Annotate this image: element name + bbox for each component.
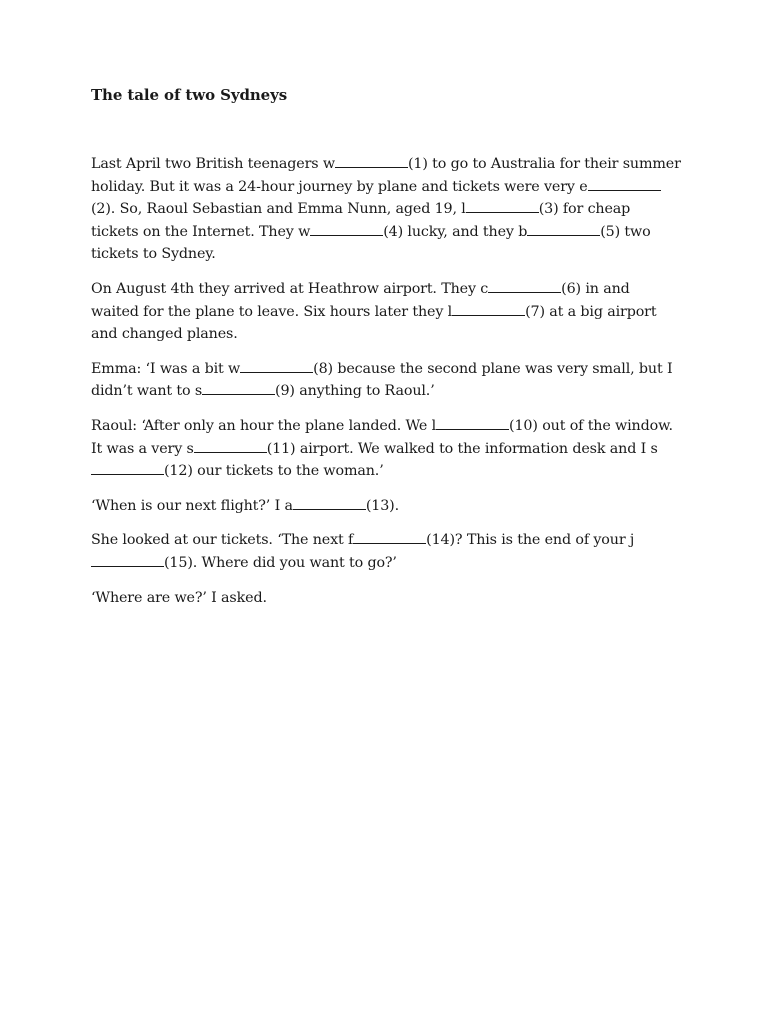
answer-blank[interactable] (91, 553, 164, 567)
story-paragraph (91, 495, 681, 518)
answer-blank[interactable] (353, 530, 426, 544)
answer-blank[interactable] (293, 496, 366, 510)
paragraph-text: On August 4th they arrived at Heathrow airport. They c (91, 280, 489, 297)
story-paragraph (91, 415, 681, 483)
paragraph-text: (14)? This is the end of your j (426, 532, 635, 549)
answer-blank[interactable] (240, 359, 313, 373)
answer-blank[interactable] (335, 154, 408, 168)
paragraph-text: (9) anything to Raoul.’ (275, 383, 435, 400)
answer-blank[interactable] (452, 302, 525, 316)
answer-blank[interactable] (488, 279, 561, 293)
story-paragraph (91, 153, 681, 266)
paragraph-text: ‘Where are we?’ I asked. (91, 589, 267, 606)
paragraph-text: Raoul: ‘After only an hour the plane landed. We l (91, 417, 437, 434)
answer-blank[interactable] (194, 439, 267, 453)
story-paragraph (91, 587, 681, 610)
paragraph-text: ‘When is our next flight?’ I a (91, 497, 293, 514)
answer-blank[interactable] (436, 416, 509, 430)
answer-blank[interactable] (91, 461, 164, 475)
paragraph-text: (1) to go to Australia for their summer holiday. But it was a 24-hour journey by plane and tickets were very e (91, 156, 681, 195)
paragraph-text: (7) at a big airport and changed planes. (91, 303, 657, 343)
paragraph-text: (12) our tickets to the woman.’ (164, 463, 384, 480)
paragraph-text: (10) out of the window. It was a very s (91, 417, 673, 457)
paragraph-text: (2). So, Raoul Sebastian and Emma Nunn, aged 19, l (91, 201, 466, 218)
paragraph-text: (4) lucky, and they b (383, 223, 528, 240)
story-paragraph (91, 529, 681, 574)
answer-blank[interactable] (202, 381, 275, 395)
story-paragraph (91, 358, 681, 403)
paragraph-text: She looked at our tickets. ‘The next f (91, 532, 354, 549)
paragraph-text: (8) because the second plane was very small, but I didn’t want to s (91, 360, 673, 400)
document-page (91, 84, 681, 621)
answer-blank[interactable] (588, 177, 661, 191)
paragraph-text: (3) for cheap tickets on the Internet. They w (91, 201, 631, 240)
paragraph-text: (15). Where did you want to go?’ (164, 554, 397, 571)
story-paragraph (91, 278, 681, 346)
answer-blank[interactable] (466, 199, 539, 213)
paragraph-text: (13). (365, 497, 399, 514)
answer-blank[interactable] (527, 222, 600, 236)
paragraph-text: Emma: ‘I was a bit w (91, 360, 241, 377)
paragraph-text: (11) airport. We walked to the information desk and I s (266, 440, 658, 457)
document-title: The tale of two Sydneys (91, 86, 288, 104)
story-body (91, 153, 681, 609)
answer-blank[interactable] (310, 222, 383, 236)
paragraph-text: (6) in and waited for the plane to leave. Six hours later they l (91, 280, 630, 320)
paragraph-text: Last April two British teenagers w (91, 156, 335, 172)
paragraph-text: (5) two tickets to Sydney. (91, 223, 651, 263)
